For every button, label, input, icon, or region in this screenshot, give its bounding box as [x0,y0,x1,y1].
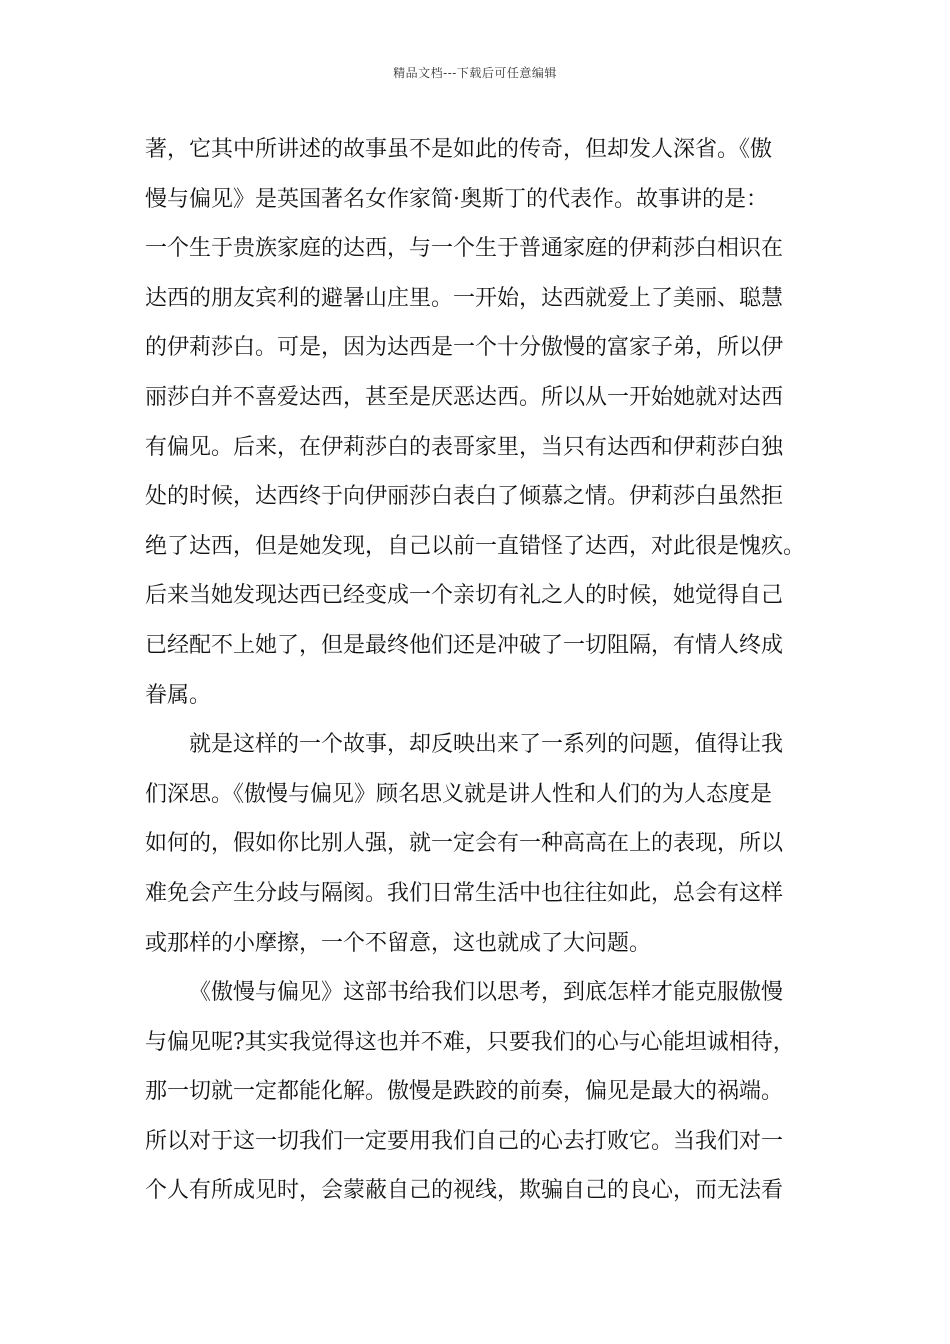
text-line: 眷属。 [145,682,212,708]
text-line: 们深思。《傲慢与偏见》顾名思义就是讲人性和人们的为人态度是 [145,781,773,807]
text-line: 所以对于这一切我们一定要用我们自己的心去打败它。当我们对一 [145,1128,784,1154]
text-line: 处的时候，达西终于向伊丽莎白表白了倾慕之情。伊莉莎白虽然拒 [145,484,784,510]
text-line: 的伊莉莎白。可是，因为达西是一个十分傲慢的富家子弟，所以伊 [145,335,784,361]
document-body [145,125,815,1216]
text-line: 绝了达西，但是她发现，自己以前一直错怪了达西，对此很是愧疚。 [145,533,806,559]
text-line: 难免会产生分歧与隔阂。我们日常生活中也往往如此，总会有这样 [145,880,784,906]
text-line: 慢与偏见》是英国著名女作家简·奥斯丁的代表作。故事讲的是： [145,186,768,212]
text-line: 与偏见呢?其实我觉得这也并不难，只要我们的心与心能坦诚相待， [145,1029,795,1055]
text-line: 达西的朋友宾利的避暑山庄里。一开始，达西就爱上了美丽、聪慧 [145,285,784,311]
text-line: 已经配不上她了，但是最终他们还是冲破了一切阻隔，有情人终成 [145,632,784,658]
text-line: 如何的，假如你比别人强，就一定会有一种高高在上的表现，所以 [145,831,784,857]
text-line: 那一切就一定都能化解。傲慢是跌跤的前奏，偏见是最大的祸端。 [145,1079,784,1105]
text-line: 就是这样的一个故事，却反映出来了一系列的问题，值得让我 [189,732,784,758]
text-line: 有偏见。后来，在伊莉莎白的表哥家里，当只有达西和伊莉莎白独 [145,434,784,460]
text-line: 后来当她发现达西已经变成一个亲切有礼之人的时候，她觉得自己 [145,583,784,609]
text-line: 《傲慢与偏见》这部书给我们以思考，到底怎样才能克服傲慢 [189,980,784,1006]
page-header: 精品文档---下载后可任意编辑 [393,66,557,80]
text-line: 一个生于贵族家庭的达西，与一个生于普通家庭的伊莉莎白相识在 [145,236,784,262]
text-line: 或那样的小摩擦，一个不留意，这也就成了大问题。 [145,930,652,956]
text-line: 著，它其中所讲述的故事虽不是如此的传奇，但却发人深省。《傲 [145,137,773,162]
text-line: 丽莎白并不喜爱达西，甚至是厌恶达西。所以从一开始她就对达西 [145,384,784,410]
text-line: 个人有所成见时，会蒙蔽自己的视线，欺骗自己的良心，而无法看 [145,1178,784,1204]
